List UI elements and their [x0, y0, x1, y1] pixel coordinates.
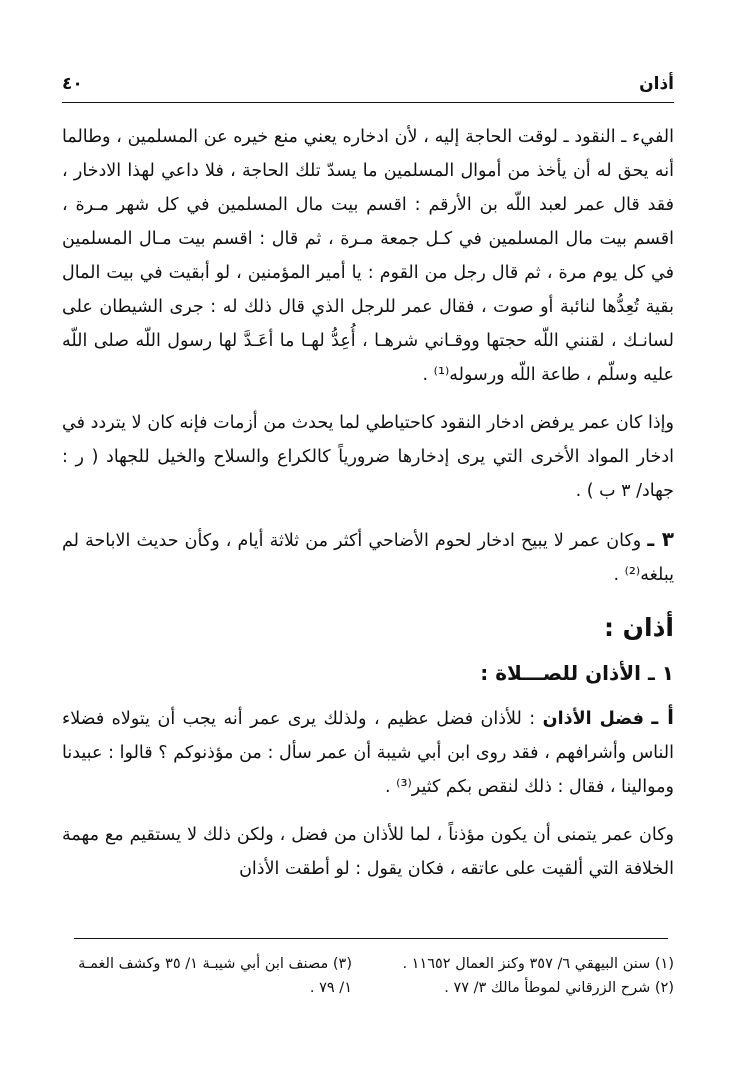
paragraph-1: الفيء ـ النقود ـ لوقت الحاجة إليه ، لأن ادخاره يعني منع خيره عن المسلمين ، وطالما أنه يحق له أن يأخذ من أموال المسلمين ما يسدّ تلك الحاجة ، فلا داعي لهذا الادخار ، فقد قال عمر لعبد اللّه بن الأرقم : اقسم بيت مال المسلمين في كل شهر مـرة ، اقسم بيت مال المسلمين في كـل جمعة مـرة ، ثم قال : اقسم بيت مـال المسلمين في كل يوم مرة ، ثم قال رجل من القوم : يا أمير المؤمنين ، لو أبقيت في بيت المال بقية تُعِدُّها لنائبة أو صوت ، فقال عمر للرجل الذي قال ذلك له : جرى الشيطان على لسانـك ، لقنني اللّه حجتها ووقـاني شرهـا ، أُعِدُّ لهـا ما أعَـدَّ لها رسول اللّه صلى اللّه عليه وسلّم ، طاعة اللّه ورسوله⁽¹⁾ .	[62, 127, 674, 385]
list-item-3	[62, 522, 674, 592]
page-number: ٤٠	[62, 74, 83, 94]
running-title: أذان	[639, 74, 674, 94]
paragraph-3: وكان عمر يتمنى أن يكون مؤذناً ، لما للأذان من فضل ، ولكن ذلك لا يستقيم مع مهمة الخلافة التي ألقيت على عاتقه ، فكان يقول : لو أطقت الأذان	[62, 825, 674, 879]
footnote-2: (٢) شرح الزرقاني لموطأ مالك ٣/ ٧٧ .	[444, 980, 674, 996]
list-item-a	[62, 700, 674, 804]
footnotes-right-column	[384, 952, 674, 1000]
footnote-1: (١) سنن البيهقي ٦/ ٣٥٧ وكنز العمال ١١٦٥٢ .	[402, 956, 674, 972]
list-item-3-text: وكان عمر لا يبيح ادخار لحوم الأضاحي أكثر من ثلاثة أيام ، وكأن حديث الاباحة لم يبلغه⁽²⁾ .	[62, 531, 674, 585]
list-item-a-label: فضل الأذان	[542, 709, 644, 729]
footnote-3-line-2: ١/ ٧٩ .	[309, 980, 352, 996]
paragraph-2: وإذا كان عمر يرفض ادخار النقود كاحتياطي لما يحدث من أزمات فإنه كان لا يتردد في ادخار المواد الأخرى التي يرى إدخارها ضرورياً كالكراع والسلاح والخيل للجهاد ( ر : جهاد/ ٣ ب ) .	[62, 413, 674, 501]
footnote-3-line-1: (٣) مصنف ابن أبي شيبـة ١/ ٣٥ وكشف الغمـة	[78, 956, 352, 972]
list-item-a-number: أ ـ	[651, 705, 674, 729]
page-body	[62, 120, 674, 900]
footnotes-left-column	[62, 952, 352, 1000]
footnote-rule	[74, 938, 668, 939]
section-heading: أذان :	[603, 613, 674, 642]
list-item-a-text: : للأذان فضل عظيم ، ولذلك يرى عمر أنه يجب أن يتولاه فضلاء الناس وأشرافهم ، فقد روى ابن أبي شيبة أن عمر سأل : من مؤذنوكم ؟ قالوا : عبيدنا وموالينا ، فقال : ذلك لنقص بكم كثير⁽³⁾ .	[62, 709, 674, 797]
page-header	[62, 72, 674, 102]
list-item-3-number: ٣ ـ	[647, 527, 674, 551]
section-subheading: ١ ـ الأذان للصـــلاة :	[480, 661, 674, 685]
header-rule	[62, 102, 674, 103]
